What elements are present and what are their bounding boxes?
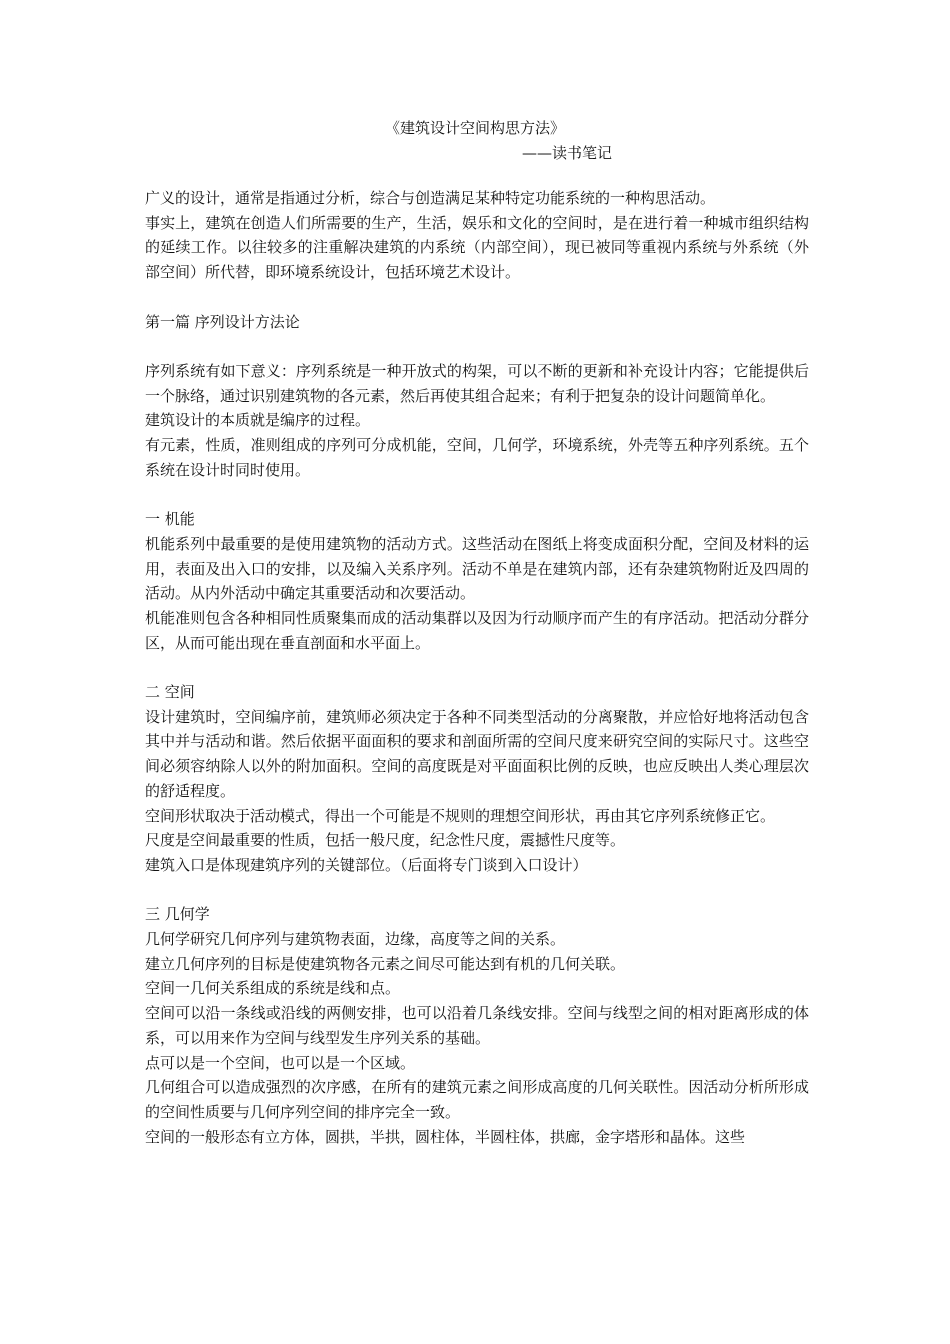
body-paragraph: 有元素，性质，准则组成的序列可分成机能，空间，几何学，环境系统，外壳等五种序列系统。五个系统在设计时同时使用。 — [145, 436, 809, 479]
body-paragraph: 机能系列中最重要的是使用建筑物的活动方式。这些活动在图纸上将变成面积分配，空间及材料的运用，表面及出入口的安排，以及编入关系序列。活动不单是在建筑内部，还有杂建筑物附近及四周的活动。从内外活动中确定其重要活动和次要活动。 — [145, 534, 809, 603]
body-paragraph: 几何学研究几何序列与建筑物表面，边缘，高度等之间的关系。 — [145, 930, 566, 949]
blank-line — [145, 482, 809, 507]
document-title: 《建筑设计空间构思方法》 — [384, 119, 565, 137]
intro-paragraph: 广义的设计，通常是指通过分析，综合与创造满足某种特定功能系统的一种构思活动。 — [145, 189, 716, 207]
body-paragraph: 机能准则包含各种相同性质聚集而成的活动集群以及因为行动顺序而产生的有序活动。把活动分群分区，从而可能出现在垂直剖面和水平面上。 — [145, 608, 809, 652]
blank-line — [145, 878, 809, 903]
body-paragraph: 空间一几何关系组成的系统是线和点。 — [145, 979, 401, 998]
body-paragraph: 建立几何序列的目标是使建筑物各元素之间尽可能达到有机的几何关联。 — [145, 954, 626, 973]
blank-line — [145, 334, 809, 359]
body-paragraph: 设计建筑时，空间编序前，建筑师必须决定于各种不同类型活动的分离聚散，并应恰好地将活动包含其中并与活动和谐。然后依据平面面积的要求和剖面所需的空间尺度来研究空间的实际尺寸。这些空间必须容纳除人以外的附加面积。空间的高度既是对平面面积比例的反映，也应反映出人类心理层次的舒适程度。 — [145, 707, 809, 800]
body-paragraph: 点可以是一个空间，也可以是一个区域。 — [145, 1053, 416, 1072]
part-heading: 第一篇 序列设计方法论 — [145, 312, 300, 331]
body-paragraph: 建筑设计的本质就是编序的过程。 — [145, 411, 371, 430]
blank-line — [145, 655, 809, 680]
body-paragraph: 序列系统有如下意义：序列系统是一种开放式的构架，可以不断的更新和补充设计内容；它能提供后一个脉络，通过识别建筑物的各元素，然后再使其组合起来；有利于把复杂的设计问题简单化。 — [145, 361, 809, 405]
document-subtitle: ——读书笔记 — [522, 144, 613, 162]
body-paragraph: 空间的一般形态有立方体，圆拱，半拱，圆柱体，半圆柱体，拱廊，金字塔形和晶体。这些 — [145, 1127, 746, 1146]
body-paragraph: 尺度是空间最重要的性质，包括一般尺度，纪念性尺度，震撼性尺度等。 — [145, 831, 626, 850]
body-paragraph: 建筑入口是体现建筑序列的关键部位。（后面将专门谈到入口设计） — [145, 855, 588, 874]
body-paragraph: 空间可以沿一条线或沿线的两侧安排，也可以沿着几条线安排。空间与线型之间的相对距离形成的体系，可以用来作为空间与线型发生序列关系的基础。 — [145, 1004, 809, 1047]
intro-paragraph: 事实上，建筑在创造人们所需要的生产，生活，娱乐和文化的空间时，是在进行着一种城市组织结构的延续工作。以往较多的注重解决建筑的内系统（内部空间），现已被同等重视内系统与外系统（外部空间）所代替，即环境系统设计，包括环境艺术设计。 — [145, 213, 809, 282]
body-paragraph: 几何组合可以造成强烈的次序感，在所有的建筑元素之间形成高度的几何关联性。因活动分析所形成的空间性质要与几何序列空间的排序完全一致。 — [145, 1078, 809, 1121]
body-paragraph: 空间形状取决于活动模式，得出一个可能是不规则的理想空间形状，再由其它序列系统修正它。 — [145, 806, 776, 825]
section-heading: 一 机能 — [145, 510, 195, 529]
section-heading: 二 空间 — [145, 683, 195, 701]
section-heading: 三 几何学 — [145, 905, 210, 924]
blank-line — [145, 285, 809, 310]
document-body — [145, 186, 809, 1149]
